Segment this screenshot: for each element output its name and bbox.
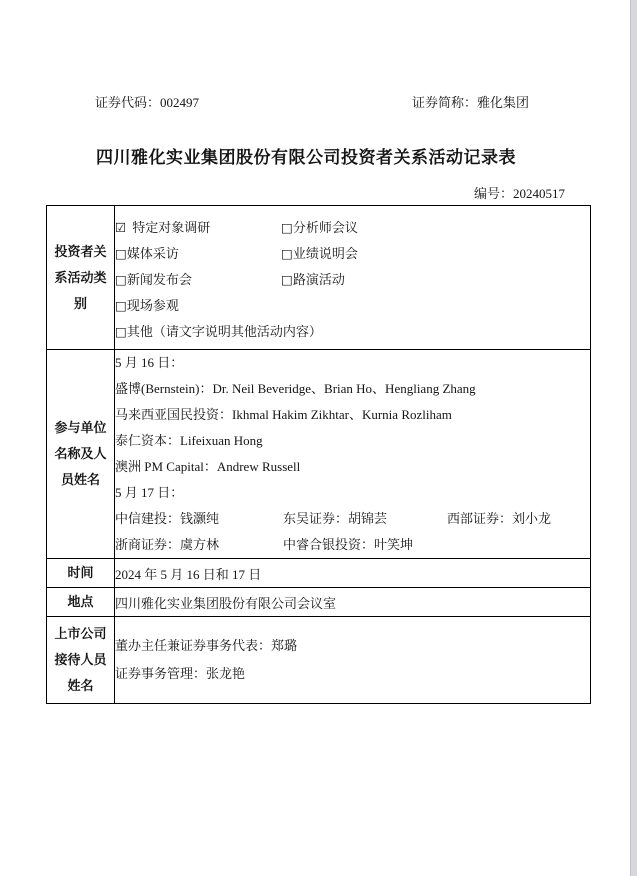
record-table: [46, 205, 591, 704]
participant-entry: 中睿合银投资：叶笑坤: [283, 537, 414, 552]
label-line: 系活动类: [54, 269, 107, 285]
checkbox-unchecked-icon: □: [115, 245, 127, 261]
label-line: 名称及人: [54, 446, 107, 461]
reception-line: 董办主任兼证券事务代表：郑璐: [115, 638, 298, 653]
securities-abbr-label: 证券简称：: [411, 95, 477, 110]
label-line: 投资者关: [54, 243, 107, 259]
participant-entry: 东吴证券：胡锦芸: [283, 511, 388, 526]
checkbox-unchecked-icon: □: [281, 271, 293, 287]
checkbox-unchecked-icon: □: [281, 245, 293, 261]
activity-options: [115, 211, 590, 345]
option-line: [115, 215, 590, 241]
participant-line: 泰仁资本：Lifeixuan Hong: [115, 433, 263, 448]
securities-code: [95, 95, 199, 111]
option-label: 特定对象调研: [132, 219, 211, 235]
row-label-participants: [47, 350, 115, 559]
securities-info-line: [95, 95, 529, 111]
reception-row: [47, 617, 591, 704]
checkbox-option-results-briefing: [281, 241, 590, 267]
label-line: 别: [73, 295, 87, 311]
participant-entry: 中信建投：钱灏纯: [115, 511, 220, 526]
document-number-value: 20240517: [513, 186, 565, 201]
document-number: [46, 186, 565, 202]
option-label: 其他（请文字说明其他活动内容）: [126, 323, 322, 339]
option-label: 媒体采访: [126, 245, 179, 261]
location-value: 四川雅化实业集团股份有限公司会议室: [115, 588, 591, 617]
checkbox-option-roadshow: [281, 267, 590, 293]
location-row: [47, 588, 591, 617]
securities-abbr: [412, 95, 529, 111]
label-line: 姓名: [67, 678, 94, 693]
time-value: 2024 年 5 月 16 日和 17 日: [115, 559, 591, 588]
securities-code-label: 证券代码：: [95, 95, 161, 110]
option-label: 分析师会议: [292, 219, 358, 235]
scrollbar-track[interactable]: [630, 0, 637, 876]
label-line: 上市公司: [54, 626, 107, 641]
checkbox-option-analyst-meeting: [281, 215, 590, 241]
row-label-location: 地点: [47, 588, 115, 617]
row-label-reception: [47, 617, 115, 704]
checkbox-option-site-visit: [115, 293, 281, 319]
activity-options-cell: [115, 206, 591, 350]
option-label: 新闻发布会: [126, 271, 192, 287]
participant-line: 澳洲 PM Capital：Andrew Russell: [115, 459, 301, 474]
checkbox-option-press-conference: [115, 267, 281, 293]
checkbox-option-other: [115, 319, 322, 345]
checkbox-option-media-interview: [115, 241, 281, 267]
participant-line: 盛博(Bernstein)：Dr. Neil Beveridge、Brian Ho、Hengliang Zhang: [115, 381, 476, 396]
reception-cell: [115, 617, 591, 704]
document-number-label: 编号：: [473, 186, 513, 201]
checkbox-checked-icon: ☑: [115, 219, 127, 235]
option-line: [115, 241, 590, 267]
label-line: 参与单位: [54, 420, 107, 435]
reception-line: 证券事务管理：张龙艳: [115, 666, 246, 681]
checkbox-unchecked-icon: □: [115, 323, 127, 339]
securities-code-value: 002497: [160, 95, 200, 110]
checkbox-option-special-research: [115, 215, 281, 241]
securities-abbr-value: 雅化集团: [476, 95, 529, 110]
option-line: [115, 293, 590, 319]
page-title: 四川雅化实业集团股份有限公司投资者关系活动记录表: [96, 148, 516, 167]
option-line: [115, 319, 590, 345]
label-line: 接待人员: [54, 652, 107, 667]
participant-line: 马来西亚国民投资：Ikhmal Hakim Zikhtar、Kurnia Rozliham: [115, 407, 452, 422]
participant-entry-empty: [447, 532, 590, 558]
checkbox-unchecked-icon: □: [115, 297, 127, 313]
option-label: 现场参观: [126, 297, 179, 313]
participants-row: [47, 350, 591, 559]
time-row: [47, 559, 591, 588]
participant-entry: 浙商证券：虞方林: [115, 537, 220, 552]
row-label-activity-category: [47, 206, 115, 350]
label-line: 员姓名: [60, 472, 100, 487]
option-line: [115, 267, 590, 293]
checkbox-unchecked-icon: □: [115, 271, 127, 287]
option-label: 业绩说明会: [292, 245, 358, 261]
day2-header: 5 月 17 日：: [115, 485, 184, 500]
row-label-time: 时间: [47, 559, 115, 588]
participant-line: [115, 506, 590, 532]
participant-line: [115, 532, 590, 558]
checkbox-unchecked-icon: □: [281, 219, 293, 235]
activity-category-row: [47, 206, 591, 350]
day1-header: 5 月 16 日：: [115, 355, 184, 370]
participant-entry: 西部证券：刘小龙: [447, 511, 552, 526]
participants-cell: [115, 350, 591, 559]
option-label: 路演活动: [292, 271, 345, 287]
